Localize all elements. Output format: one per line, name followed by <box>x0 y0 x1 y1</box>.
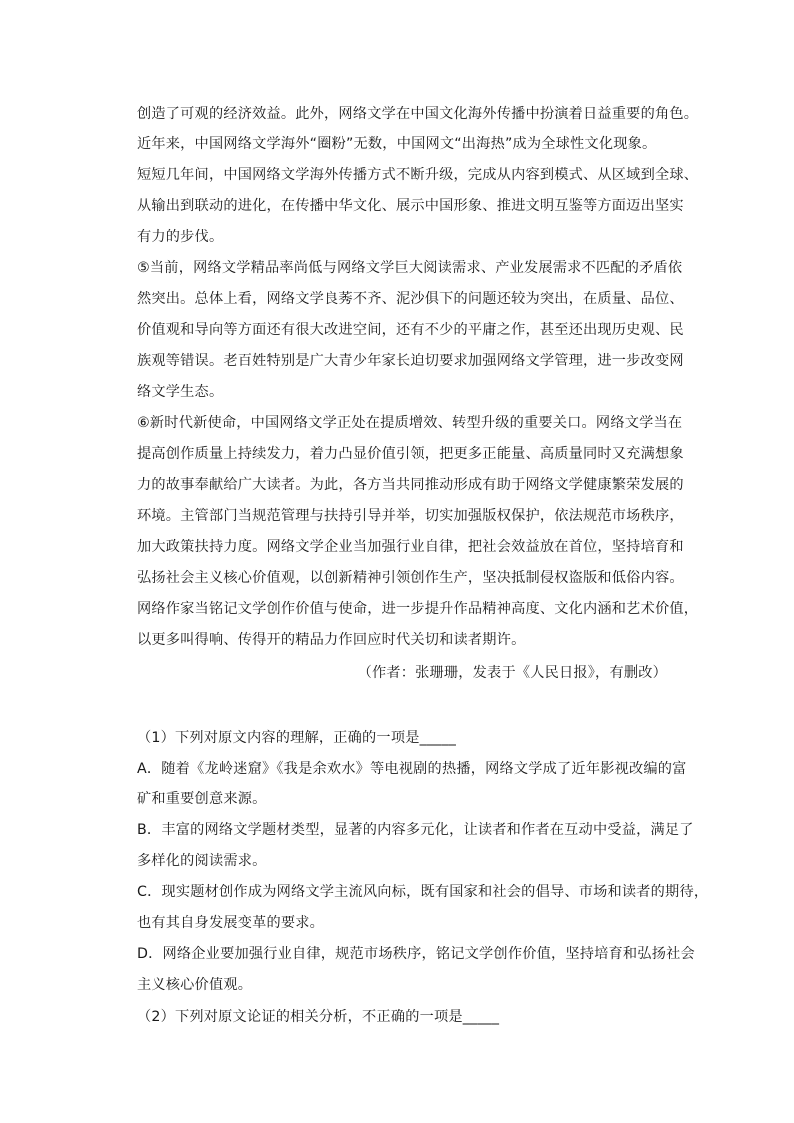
option-a: A．随着《龙岭迷窟》《我是余欢水》等电视剧的热播，网络文学成了近年影视改编的富 <box>137 761 687 777</box>
option-a-cont: 矿和重要创意来源。 <box>137 791 267 807</box>
body-line: 价值观和导向等方面还有很大改进空间，还有不少的平庸之作，甚至还出现历史观、民 <box>137 322 684 338</box>
question-2-stem: （2）下列对原文论证的相关分析，不正确的一项是_____ <box>137 1009 500 1025</box>
body-line: 加大政策扶持力度。网络文学企业当加强行业自律，把社会效益放在首位，坚持培育和 <box>137 539 684 555</box>
body-line: ⑤当前，网络文学精品率尚低与网络文学巨大阅读需求、产业发展需求不匹配的矛盾依 <box>137 260 683 276</box>
body-line: 短短几年间，中国网络文学海外传播方式不断升级，完成从内容到模式、从区域到全球、 <box>137 167 699 183</box>
body-line: ⑥新时代新使命，中国网络文学正处在提质增效、转型升级的重要关口。网络文学当在 <box>137 415 683 431</box>
option-b: B．丰富的网络文学题材类型，显著的内容多元化，让读者和作者在互动中受益，满足了 <box>137 822 694 838</box>
question-1-stem: （1）下列对原文内容的理解，正确的一项是_____ <box>137 730 457 746</box>
body-line: 提高创作质量上持续发力，着力凸显价值引领，把更多正能量、高质量同时又充满想象 <box>137 446 684 462</box>
body-line: 络文学生态。 <box>137 384 224 400</box>
body-line: 环境。主管部门当规范管理与扶持引导并举，切实加强版权保护，依法规范市场秩序， <box>137 508 684 524</box>
body-line: 从输出到联动的进化，在传播中华文化、展示中国形象、推进文明互鉴等方面迈出坚实 <box>137 198 684 214</box>
option-c: C．现实题材创作成为网络文学主流风向标，既有国家和社会的倡导、市场和读者的期待， <box>137 884 709 900</box>
body-line: 弘扬社会主义核心价值观，以创新精神引领创作生产，坚决抵制侵权盗版和低俗内容。 <box>137 570 684 586</box>
option-c-cont: 也有其自身发展变革的要求。 <box>137 915 325 931</box>
option-b-cont: 多样化的阅读需求。 <box>137 853 267 869</box>
body-line: 近年来，中国网络文学海外“圈粉”无数，中国网文“出海热”成为全球性文化现象。 <box>137 136 657 152</box>
body-line: 族观等错误。老百姓特别是广大青少年家长迫切要求加强网络文学管理，进一步改变网 <box>137 353 684 369</box>
option-d: D．网络企业要加强行业自律，规范市场秩序，铭记文学创作价值，坚持培育和弘扬社会 <box>137 946 695 962</box>
body-line: 有力的步伐。 <box>137 229 224 245</box>
body-line: 力的故事奉献给广大读者。为此，各方当共同推动形成有助于网络文学健康繁荣发展的 <box>137 477 684 493</box>
article-source: （作者：张珊珊，发表于《人民日报》，有删改） <box>357 665 667 681</box>
option-d-cont: 主义核心价值观。 <box>137 977 253 993</box>
body-line: 创造了可观的经济效益。此外，网络文学在中国文化海外传播中扮演着日益重要的角色。 <box>137 106 699 122</box>
body-line: 以更多叫得响、传得开的精品力作回应时代关切和读者期许。 <box>137 632 526 648</box>
body-line: 网络作家当铭记文学创作价值与使命，进一步提升作品精神高度、文化内涵和艺术价值， <box>137 601 699 617</box>
body-line: 然突出。总体上看，网络文学良莠不齐、泥沙俱下的问题还较为突出，在质量、品位、 <box>137 291 684 307</box>
